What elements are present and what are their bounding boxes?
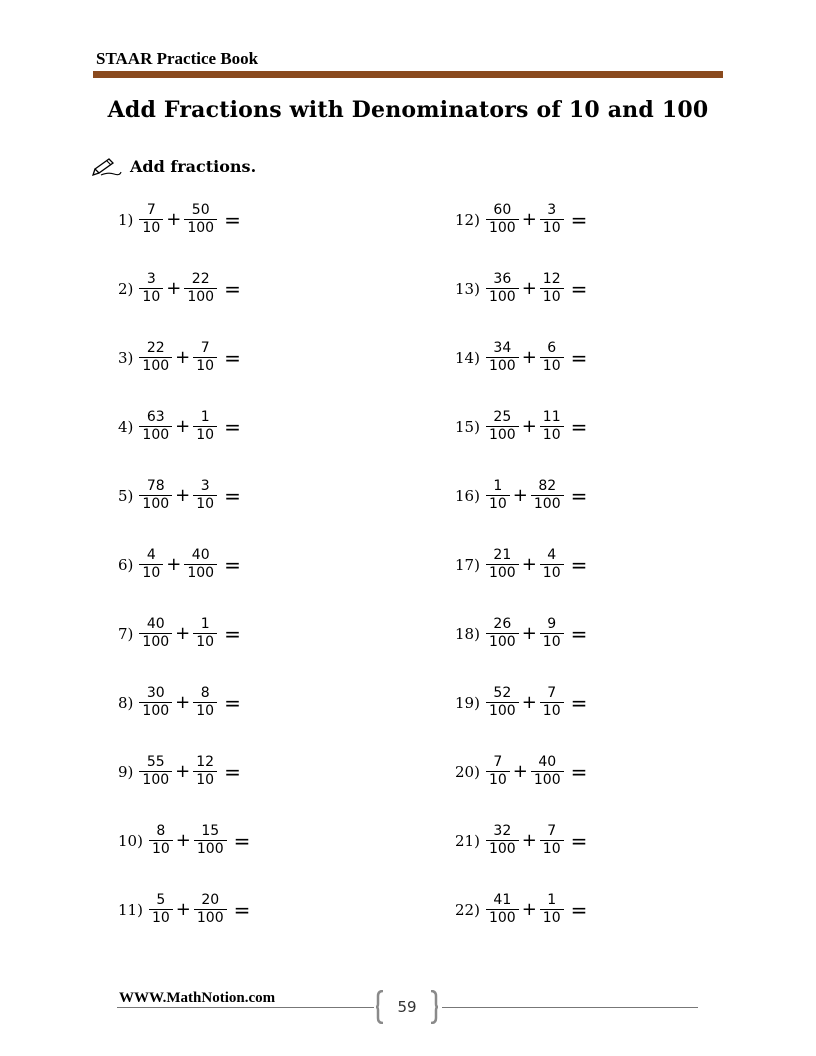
equals-sign: = — [570, 759, 588, 784]
plus-sign: + — [175, 347, 191, 368]
plus-sign: + — [521, 278, 537, 299]
numerator: 34 — [493, 340, 512, 356]
fraction — [192, 340, 218, 375]
numerator: 1 — [200, 409, 210, 425]
numerator: 4 — [547, 547, 557, 563]
numerator: 36 — [493, 271, 512, 287]
header-title: STAAR Practice Book — [96, 49, 259, 68]
fraction — [530, 478, 565, 513]
denominator: 10 — [193, 495, 217, 513]
problem-item — [455, 616, 587, 651]
numerator: 20 — [201, 892, 220, 908]
header-rule — [93, 71, 723, 78]
denominator: 100 — [139, 495, 172, 513]
equals-sign: = — [224, 759, 241, 784]
problem-number: 9) — [118, 762, 134, 781]
denominator: 10 — [193, 702, 217, 720]
numerator: 22 — [191, 271, 210, 287]
problem-number: 10) — [118, 831, 143, 850]
numerator: 41 — [493, 892, 512, 908]
plus-sign: + — [166, 209, 182, 230]
problem-item — [455, 547, 587, 582]
problem-number: 2) — [118, 279, 134, 298]
denominator: 10 — [193, 633, 217, 651]
numerator: 11 — [542, 409, 561, 425]
fraction — [148, 823, 174, 858]
denominator: 10 — [540, 633, 564, 651]
equals-sign: = — [570, 552, 588, 577]
problem-number: 4) — [118, 417, 134, 436]
denominator: 100 — [184, 219, 217, 237]
denominator: 10 — [139, 564, 163, 582]
problem-item — [118, 202, 241, 237]
denominator: 10 — [540, 840, 564, 858]
denominator: 10 — [540, 357, 564, 375]
plus-sign: + — [521, 416, 537, 437]
plus-sign: + — [521, 554, 537, 575]
fraction — [138, 271, 164, 306]
numerator: 8 — [200, 685, 210, 701]
denominator: 100 — [194, 840, 227, 858]
denominator: 100 — [486, 840, 519, 858]
denominator: 100 — [139, 426, 172, 444]
problem-item — [118, 409, 241, 444]
numerator: 7 — [200, 340, 210, 356]
fraction — [485, 202, 520, 237]
equals-sign: = — [570, 621, 588, 646]
plus-sign: + — [175, 485, 191, 506]
fraction — [485, 409, 520, 444]
fraction — [138, 754, 173, 789]
denominator: 100 — [139, 702, 172, 720]
page-title: Add Fractions with Denominators of 10 and 100 — [107, 97, 709, 123]
problem-item — [455, 271, 587, 306]
denominator: 100 — [486, 426, 519, 444]
equals-sign: = — [224, 345, 241, 370]
denominator: 100 — [486, 909, 519, 927]
fraction — [183, 202, 218, 237]
numerator: 7 — [547, 685, 557, 701]
numerator: 15 — [201, 823, 220, 839]
denominator: 100 — [184, 288, 217, 306]
plus-sign: + — [512, 761, 528, 782]
problem-number: 17) — [455, 555, 480, 574]
fraction — [485, 340, 520, 375]
numerator: 9 — [547, 616, 557, 632]
problem-number: 20) — [455, 762, 480, 781]
fraction — [485, 478, 511, 513]
fraction — [485, 685, 520, 720]
plus-sign: + — [175, 623, 191, 644]
plus-sign: + — [521, 209, 537, 230]
denominator: 100 — [486, 357, 519, 375]
numerator: 7 — [146, 202, 156, 218]
numerator: 1 — [200, 616, 210, 632]
problem-item — [455, 478, 587, 513]
denominator: 100 — [486, 288, 519, 306]
numerator: 5 — [156, 892, 166, 908]
plus-sign: + — [175, 416, 191, 437]
plus-sign: + — [175, 761, 191, 782]
fraction — [183, 271, 218, 306]
denominator: 100 — [486, 702, 519, 720]
problem-number: 21) — [455, 831, 480, 850]
equals-sign: = — [570, 414, 588, 439]
fraction — [539, 547, 565, 582]
problem-item — [118, 616, 241, 651]
plus-sign: + — [166, 554, 182, 575]
equals-sign: = — [570, 483, 588, 508]
equals-sign: = — [224, 483, 241, 508]
numerator: 6 — [547, 340, 557, 356]
numerator: 60 — [493, 202, 512, 218]
denominator: 100 — [139, 771, 172, 789]
instruction — [92, 156, 256, 176]
fraction — [138, 616, 173, 651]
fraction — [485, 754, 511, 789]
equals-sign: = — [224, 690, 241, 715]
equals-sign: = — [570, 276, 588, 301]
problem-item — [118, 754, 241, 789]
denominator: 10 — [540, 564, 564, 582]
numerator: 52 — [493, 685, 512, 701]
plus-sign: + — [175, 830, 191, 851]
numerator: 25 — [493, 409, 512, 425]
problem-item — [118, 685, 241, 720]
problem-number: 5) — [118, 486, 134, 505]
fraction — [138, 685, 173, 720]
fraction — [192, 685, 218, 720]
problem-number: 14) — [455, 348, 480, 367]
numerator: 12 — [196, 754, 215, 770]
denominator: 100 — [139, 633, 172, 651]
equals-sign: = — [233, 828, 251, 853]
numerator: 7 — [547, 823, 557, 839]
equals-sign: = — [570, 828, 588, 853]
denominator: 10 — [193, 771, 217, 789]
numerator: 30 — [146, 685, 165, 701]
denominator: 100 — [184, 564, 217, 582]
denominator: 10 — [193, 357, 217, 375]
numerator: 3 — [547, 202, 557, 218]
denominator: 10 — [540, 702, 564, 720]
fraction — [539, 892, 565, 927]
problem-number: 3) — [118, 348, 134, 367]
denominator: 10 — [149, 909, 173, 927]
plus-sign: + — [166, 278, 182, 299]
problem-item — [455, 892, 587, 927]
numerator: 82 — [538, 478, 557, 494]
problem-item — [118, 271, 241, 306]
problem-number: 22) — [455, 900, 480, 919]
fraction — [485, 271, 520, 306]
plus-sign: + — [175, 692, 191, 713]
footer-rule-right — [442, 1007, 698, 1008]
fraction — [192, 478, 218, 513]
fraction — [183, 547, 218, 582]
denominator: 10 — [139, 288, 163, 306]
page-number-box — [375, 990, 439, 1024]
fraction — [148, 892, 174, 927]
plus-sign: + — [175, 899, 191, 920]
equals-sign: = — [224, 552, 241, 577]
numerator: 40 — [146, 616, 165, 632]
fraction — [485, 823, 520, 858]
equals-sign: = — [224, 276, 241, 301]
equals-sign: = — [224, 207, 241, 232]
problem-item — [455, 823, 587, 858]
denominator: 10 — [540, 219, 564, 237]
numerator: 50 — [191, 202, 210, 218]
denominator: 100 — [531, 771, 564, 789]
equals-sign: = — [570, 690, 588, 715]
plus-sign: + — [521, 692, 537, 713]
equals-sign: = — [224, 414, 241, 439]
denominator: 10 — [193, 426, 217, 444]
denominator: 10 — [540, 288, 564, 306]
equals-sign: = — [224, 621, 241, 646]
problem-number: 13) — [455, 279, 480, 298]
denominator: 10 — [149, 840, 173, 858]
numerator: 78 — [146, 478, 165, 494]
footer-rule-left — [117, 1007, 374, 1008]
fraction — [192, 616, 218, 651]
plus-sign: + — [521, 899, 537, 920]
denominator: 100 — [194, 909, 227, 927]
problem-number: 6) — [118, 555, 134, 574]
numerator: 8 — [156, 823, 166, 839]
fraction — [192, 409, 218, 444]
fraction — [530, 754, 565, 789]
fraction — [485, 616, 520, 651]
plus-sign: + — [521, 623, 537, 644]
denominator: 10 — [139, 219, 163, 237]
problem-number: 7) — [118, 624, 134, 643]
problem-item — [455, 409, 587, 444]
fraction — [138, 547, 164, 582]
denominator: 10 — [486, 771, 510, 789]
plus-sign: + — [521, 830, 537, 851]
problem-item — [118, 892, 250, 927]
numerator: 3 — [200, 478, 210, 494]
fraction — [193, 823, 228, 858]
numerator: 1 — [547, 892, 557, 908]
equals-sign: = — [233, 897, 251, 922]
equals-sign: = — [570, 897, 588, 922]
plus-sign: + — [521, 347, 537, 368]
equals-sign: = — [570, 207, 588, 232]
problem-item — [455, 202, 587, 237]
right-brace-icon — [429, 990, 439, 1024]
fraction — [192, 754, 218, 789]
denominator: 100 — [531, 495, 564, 513]
problem-number: 12) — [455, 210, 480, 229]
problem-number: 11) — [118, 900, 143, 919]
fraction — [138, 202, 164, 237]
problem-number: 15) — [455, 417, 480, 436]
problem-number: 18) — [455, 624, 480, 643]
numerator: 7 — [493, 754, 503, 770]
fraction — [138, 409, 173, 444]
equals-sign: = — [570, 345, 588, 370]
fraction — [485, 547, 520, 582]
denominator: 100 — [139, 357, 172, 375]
fraction — [539, 409, 565, 444]
problem-item — [455, 340, 587, 375]
problem-number: 8) — [118, 693, 134, 712]
numerator: 40 — [191, 547, 210, 563]
problem-number: 16) — [455, 486, 480, 505]
fraction — [539, 685, 565, 720]
fraction — [193, 892, 228, 927]
problem-number: 19) — [455, 693, 480, 712]
problem-item — [118, 547, 241, 582]
fraction — [539, 823, 565, 858]
problem-number: 1) — [118, 210, 134, 229]
denominator: 10 — [540, 909, 564, 927]
fraction — [539, 271, 565, 306]
denominator: 100 — [486, 564, 519, 582]
page-number: 59 — [397, 998, 417, 1016]
numerator: 21 — [493, 547, 512, 563]
footer-website: WWW.MathNotion.com — [119, 990, 276, 1006]
fraction — [539, 202, 565, 237]
numerator: 3 — [146, 271, 156, 287]
fraction — [539, 616, 565, 651]
numerator: 1 — [493, 478, 503, 494]
fraction — [138, 478, 173, 513]
denominator: 100 — [486, 219, 519, 237]
problem-item — [118, 823, 250, 858]
pencil-writing-icon — [92, 156, 122, 176]
plus-sign: + — [512, 485, 528, 506]
numerator: 12 — [542, 271, 561, 287]
problem-item — [118, 478, 241, 513]
fraction — [138, 340, 173, 375]
numerator: 63 — [146, 409, 165, 425]
numerator: 26 — [493, 616, 512, 632]
instruction-text: Add fractions. — [130, 156, 257, 176]
numerator: 22 — [146, 340, 165, 356]
numerator: 40 — [538, 754, 557, 770]
problem-item — [118, 340, 241, 375]
numerator: 32 — [493, 823, 512, 839]
numerator: 55 — [146, 754, 165, 770]
problem-item — [455, 685, 587, 720]
fraction — [485, 892, 520, 927]
problem-item — [455, 754, 587, 789]
denominator: 100 — [486, 633, 519, 651]
fraction — [539, 340, 565, 375]
numerator: 4 — [146, 547, 156, 563]
denominator: 10 — [486, 495, 510, 513]
denominator: 10 — [540, 426, 564, 444]
